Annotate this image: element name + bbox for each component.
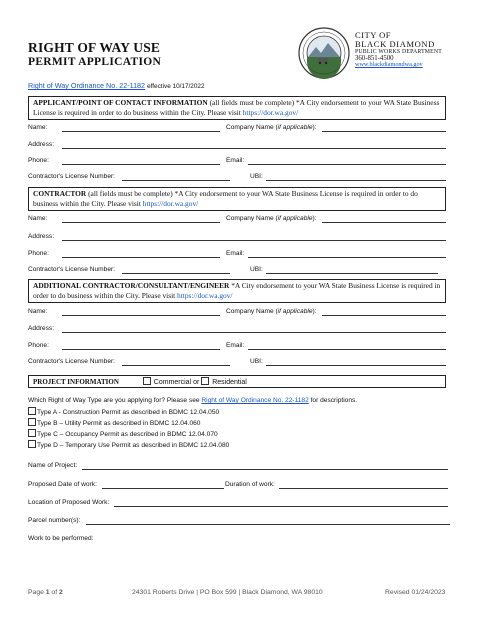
checkbox-icon[interactable] xyxy=(28,418,36,426)
project-header-box xyxy=(28,375,446,388)
applicant-company-label: Company Name (if applicable): xyxy=(226,124,317,131)
department: PUBLIC WORKS DEPARTMENT xyxy=(355,48,443,55)
applicant-license-field[interactable] xyxy=(122,180,230,181)
additional-heading: ADDITIONAL CONTRACTOR/CONSULTANT/ENGINEER xyxy=(33,281,230,290)
contractor-company-label: Company Name (if applicable): xyxy=(226,215,317,222)
contractor-header-box xyxy=(28,187,446,211)
applicant-name-field[interactable] xyxy=(62,131,220,132)
ordinance-link[interactable]: Right of Way Ordinance No. 22-1182 xyxy=(28,81,146,90)
ordinance-link-2[interactable]: Right of Way Ordinance No. 22-1182 xyxy=(201,397,309,404)
contractor-note: (all fields must be complete) *A City endorsement to your WA State Business License is required in order to do business within the City. Please visit xyxy=(33,189,418,208)
type-question: Which Right of Way Type are you applying for? Please see Right of Way Ordinance No. 22-1182 for descriptions. xyxy=(28,397,358,404)
applicant-name-label: Name: xyxy=(28,124,48,131)
contractor-license-label: Contractor's License Number: xyxy=(28,266,116,273)
additional-ubi-field[interactable] xyxy=(266,365,446,366)
additional-header-box xyxy=(28,279,446,303)
additional-company-label: Company Name (if applicable): xyxy=(226,308,317,315)
parcels-label: Parcel number(s): xyxy=(28,517,81,524)
contractor-phone-label: Phone: xyxy=(28,250,49,257)
contractor-email-field[interactable] xyxy=(248,257,446,258)
additional-note: *A City endorsement to your WA State Business License is required in order to do business within the City. Please visit xyxy=(33,281,441,300)
additional-ubi-label: UBI: xyxy=(250,358,263,365)
applicant-email-field[interactable] xyxy=(248,164,446,165)
additional-license-label: Contractor's License Number: xyxy=(28,358,116,365)
commercial-option[interactable]: Commercial or xyxy=(143,379,199,386)
dor-link[interactable]: https://dor.wa.gov/ xyxy=(242,107,299,117)
additional-phone-label: Phone: xyxy=(28,342,49,349)
type-a-option[interactable]: Type A - Construction Permit as described in BDMC 12.04.050 xyxy=(28,407,219,416)
page-number: Page 1 of 2 xyxy=(28,589,63,596)
contractor-license-field[interactable] xyxy=(122,273,230,274)
residential-option[interactable]: Residential xyxy=(201,379,247,386)
parcels-field[interactable] xyxy=(86,524,450,525)
project-heading: PROJECT INFORMATION xyxy=(33,378,119,386)
type-d-option[interactable]: Type D – Temporary Use Permit as described in BDMC 12.04.080 xyxy=(28,440,229,449)
additional-address-field[interactable] xyxy=(62,332,446,333)
applicant-note: (all fields must be complete) *A City endorsement to your WA State Business License is required in order to do business within the City. Please visit xyxy=(33,98,440,117)
contractor-name-label: Name: xyxy=(28,215,48,222)
applicant-header-box xyxy=(28,96,446,120)
dor-link[interactable]: https://dor.wa.gov/ xyxy=(177,290,233,300)
contractor-phone-field[interactable] xyxy=(62,257,220,258)
project-name-field[interactable] xyxy=(82,469,448,470)
applicant-phone-field[interactable] xyxy=(62,164,220,165)
additional-email-label: Email: xyxy=(226,342,245,349)
additional-email-field[interactable] xyxy=(248,349,446,350)
checkbox-icon[interactable] xyxy=(201,377,209,385)
checkbox-icon[interactable] xyxy=(143,377,151,385)
proposed-date-field[interactable] xyxy=(102,488,224,489)
project-name-label: Name of Project: xyxy=(28,462,78,469)
additional-name-field[interactable] xyxy=(62,315,220,316)
contractor-address-field[interactable] xyxy=(62,240,446,241)
city-seal-logo xyxy=(298,27,350,79)
contractor-email-label: Email: xyxy=(226,250,245,257)
applicant-address-label: Address: xyxy=(28,141,55,148)
duration-label: Duration of work: xyxy=(225,481,275,488)
checkbox-icon[interactable] xyxy=(28,407,36,415)
contractor-company-field[interactable] xyxy=(322,222,446,223)
proposed-date-label: Proposed Date of work: xyxy=(28,481,97,488)
revised-date: Revised 01/24/2023 xyxy=(385,589,446,596)
additional-company-field[interactable] xyxy=(322,315,446,316)
applicant-license-label: Contractor's License Number: xyxy=(28,173,116,180)
duration-field[interactable] xyxy=(279,488,448,489)
ordinance-line xyxy=(28,81,205,90)
applicant-email-label: Email: xyxy=(226,157,245,164)
type-b-option[interactable]: Type B – Utility Permit as described in BDMC 12.04.060 xyxy=(28,418,200,427)
website-link[interactable]: www.blackdiamondwa.gov xyxy=(355,61,423,69)
applicant-ubi-field[interactable] xyxy=(266,180,446,181)
type-c-option[interactable]: Type C – Occupancy Permit as described in BDMC 12.04.070 xyxy=(28,429,218,438)
contractor-ubi-field[interactable] xyxy=(266,273,438,274)
applicant-heading: APPLICANT/POINT OF CONTACT INFORMATION xyxy=(33,98,208,107)
contractor-address-label: Address: xyxy=(28,233,55,240)
page-title: RIGHT OF WAY USE xyxy=(28,40,161,55)
city-line2: BLACK DIAMOND xyxy=(355,38,435,49)
applicant-phone-label: Phone: xyxy=(28,157,49,164)
page-subtitle: PERMIT APPLICATION xyxy=(28,56,162,68)
contractor-name-field[interactable] xyxy=(62,222,220,223)
phone: 360-851-4500 xyxy=(355,54,394,62)
location-field[interactable] xyxy=(114,506,448,507)
applicant-ubi-label: UBI: xyxy=(250,173,263,180)
city-header xyxy=(355,31,442,69)
additional-license-field[interactable] xyxy=(122,365,230,366)
dor-link[interactable]: https://dor.wa.gov/ xyxy=(142,198,199,208)
checkbox-icon[interactable] xyxy=(28,440,36,448)
applicant-company-field[interactable] xyxy=(322,131,446,132)
location-label: Location of Proposed Work: xyxy=(28,499,110,506)
contractor-ubi-label: UBI: xyxy=(250,266,263,273)
effective-date: effective 10/17/2022 xyxy=(147,83,205,90)
city-line1: CITY OF xyxy=(355,30,392,40)
footer-address: 24301 Roberts Drive | PO Box 599 | Black Diamond, WA 98010 xyxy=(132,589,323,596)
applicant-address-field[interactable] xyxy=(62,148,446,149)
work-label: Work to be performed: xyxy=(28,535,94,542)
additional-phone-field[interactable] xyxy=(62,349,220,350)
additional-address-label: Address: xyxy=(28,325,55,332)
additional-name-label: Name: xyxy=(28,308,48,315)
checkbox-icon[interactable] xyxy=(28,429,36,437)
contractor-heading: CONTRACTOR xyxy=(33,189,87,198)
